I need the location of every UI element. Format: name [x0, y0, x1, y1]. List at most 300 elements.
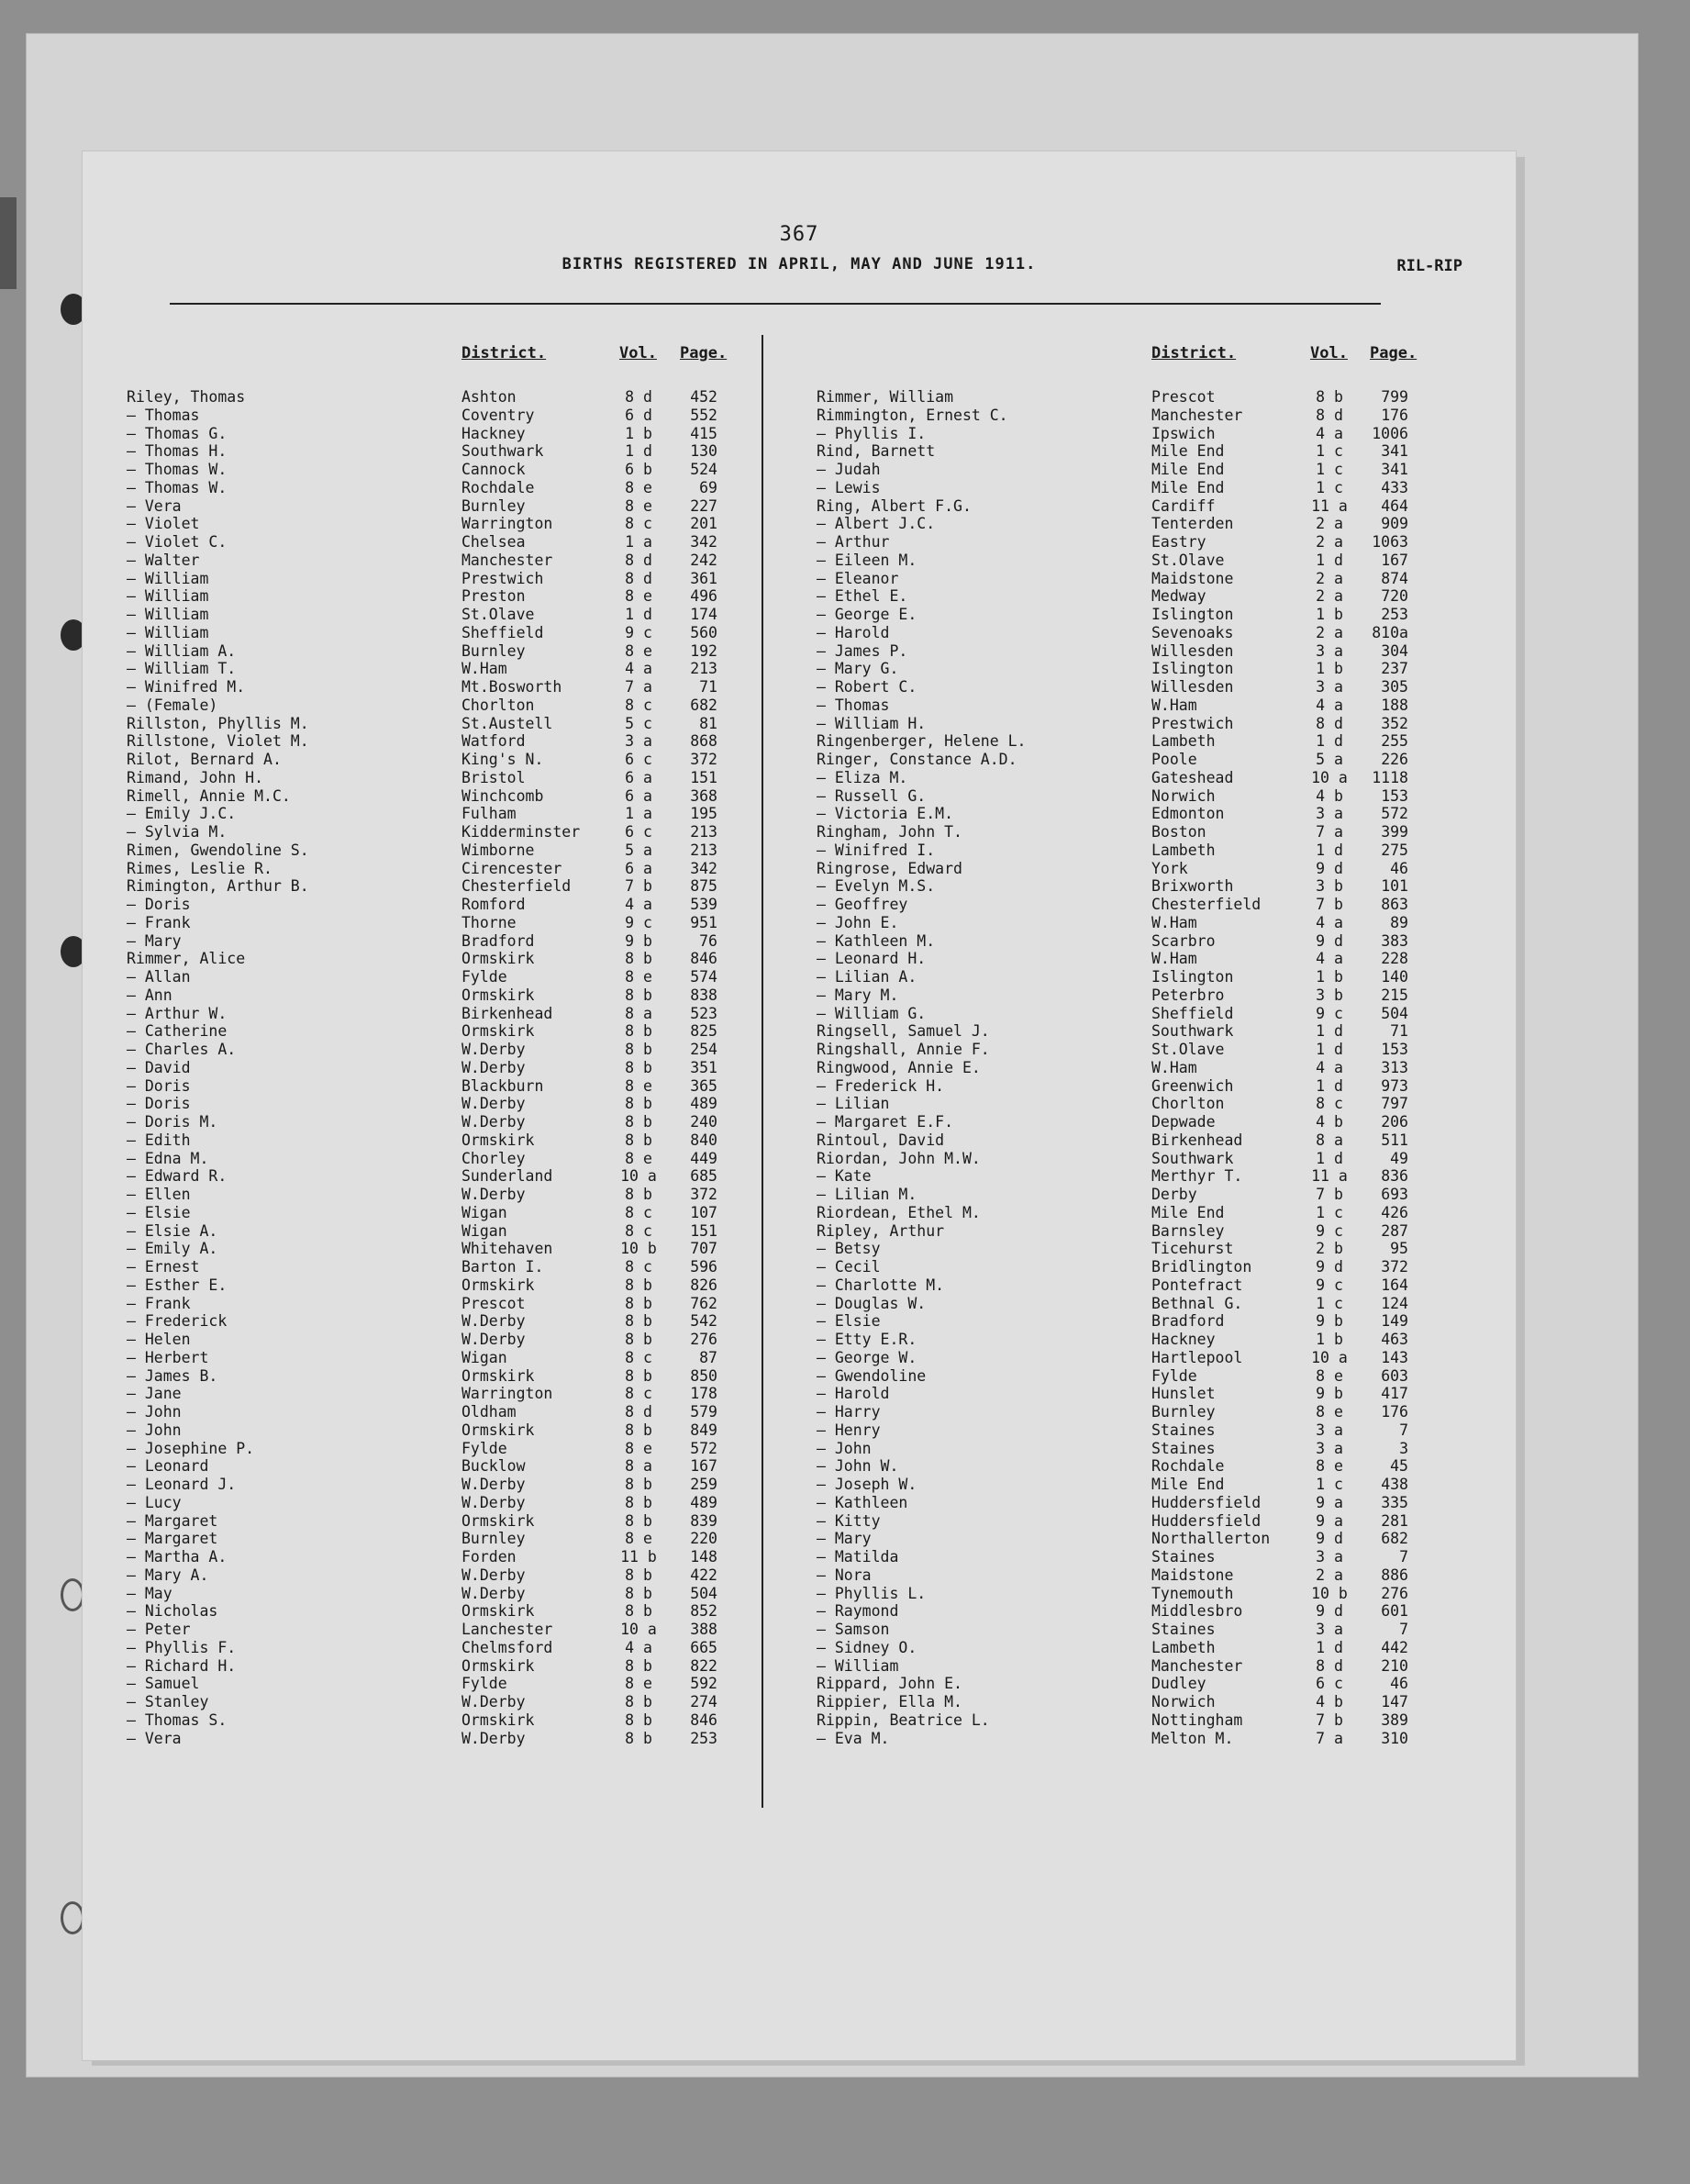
entry-name: — James P.: [817, 641, 908, 660]
entry-district: Mt.Bosworth: [461, 678, 562, 696]
entry-page: 228: [1381, 950, 1408, 968]
entry-page: 227: [690, 496, 717, 515]
entry-page: 603: [1381, 1366, 1408, 1385]
entry-district: Fylde: [461, 968, 507, 986]
entry-district: Forden: [461, 1548, 517, 1566]
entry-volume: 4 a: [1316, 950, 1343, 968]
entry-district: Lambeth: [1151, 1638, 1216, 1656]
entry-name: — Sidney O.: [817, 1638, 917, 1656]
entry-name: — John: [127, 1421, 182, 1439]
entry-district: Manchester: [1151, 406, 1243, 424]
entry-page: 46: [1390, 1675, 1408, 1693]
entry-page: 560: [690, 623, 717, 641]
entry-name: Ringham, John T.: [817, 823, 962, 841]
entry-name: Riordan, John M.W.: [817, 1149, 981, 1167]
entry-name: Rimington, Arthur B.: [127, 877, 309, 896]
entry-volume: 1 d: [1316, 841, 1343, 859]
entry-name: — James B.: [127, 1366, 218, 1385]
entry-district: W.Derby: [461, 1584, 526, 1602]
entry-page: 840: [690, 1131, 717, 1149]
entry-name: — Elsie: [817, 1312, 881, 1331]
entry-page: 596: [690, 1258, 717, 1276]
entry-district: Hunslet: [1151, 1385, 1216, 1403]
entry-name: — Emily J.C.: [127, 805, 237, 823]
entry-page: 388: [690, 1621, 717, 1638]
punch-hole: [61, 1901, 84, 1934]
entry-volume: 9 c: [1316, 1004, 1343, 1022]
entry-volume: 6 b: [625, 461, 652, 478]
entry-district: St.Olave: [1151, 551, 1225, 569]
entry-page: 707: [690, 1240, 717, 1258]
entry-name: — Edith: [127, 1131, 191, 1149]
entry-district: W.Derby: [461, 1729, 526, 1747]
entry-page: 539: [690, 896, 717, 913]
entry-volume: 2 a: [1316, 515, 1343, 533]
entry-name: — Violet C.: [127, 533, 228, 551]
entry-page: 310: [1381, 1729, 1408, 1747]
entry-page: 342: [690, 533, 717, 551]
entry-district: Ormskirk: [461, 1656, 535, 1675]
entry-volume: 8 b: [625, 1131, 652, 1149]
entry-name: — Frank: [127, 913, 191, 931]
entry-volume: 9 b: [1316, 1312, 1343, 1331]
entry-name: Ringwood, Annie E.: [817, 1058, 981, 1076]
entry-district: Islington: [1151, 968, 1234, 986]
entry-name: — Eileen M.: [817, 551, 917, 569]
entry-district: Mile End: [1151, 478, 1225, 496]
entry-district: Ormskirk: [461, 1602, 535, 1621]
entry-volume: 10 b: [1311, 1584, 1348, 1602]
entry-district: Preston: [461, 587, 526, 606]
entry-name: — (Female): [127, 696, 218, 714]
entry-page: 850: [690, 1366, 717, 1385]
entry-volume: 8 b: [625, 1511, 652, 1530]
entry-volume: 4 b: [1316, 786, 1343, 805]
entry-volume: 3 b: [1316, 986, 1343, 1004]
entry-name: — Edward R.: [127, 1167, 228, 1186]
entry-volume: 4 a: [1316, 913, 1343, 931]
entry-name: — Samuel: [127, 1675, 200, 1693]
entry-volume: 9 d: [1316, 1530, 1343, 1548]
entry-volume: 8 b: [625, 1366, 652, 1385]
index-range: RIL-RIP: [1396, 257, 1462, 275]
entry-district: W.Ham: [1151, 950, 1197, 968]
entry-district: Prescot: [1151, 388, 1216, 406]
entry-name: — Winifred I.: [817, 841, 936, 859]
entry-page: 799: [1381, 388, 1408, 406]
entry-page: 504: [1381, 1004, 1408, 1022]
entry-page: 167: [1381, 551, 1408, 569]
entry-volume: 8 b: [625, 1294, 652, 1312]
entry-volume: 6 a: [625, 768, 652, 786]
entry-page: 511: [1381, 1131, 1408, 1149]
entry-district: Huddersfield: [1151, 1493, 1262, 1511]
entry-district: Boston: [1151, 823, 1206, 841]
entry-page: 682: [690, 696, 717, 714]
entry-page: 383: [1381, 931, 1408, 950]
entry-page: 341: [1381, 461, 1408, 478]
entry-district: Warrington: [461, 1385, 553, 1403]
entry-volume: 3 b: [1316, 877, 1343, 896]
entry-page: 46: [1390, 859, 1408, 877]
entry-name: — Ann: [127, 986, 172, 1004]
entry-name: — Eva M.: [817, 1729, 890, 1747]
entry-page: 95: [1390, 1240, 1408, 1258]
entry-name: — William T.: [127, 660, 237, 678]
entry-volume: 5 a: [1316, 751, 1343, 768]
entry-volume: 1 d: [1316, 1076, 1343, 1095]
entry-page: 720: [1381, 587, 1408, 606]
entry-name: — Richard H.: [127, 1656, 237, 1675]
entry-volume: 8 b: [625, 1493, 652, 1511]
entry-district: Poole: [1151, 751, 1197, 768]
entry-page: 87: [699, 1348, 717, 1366]
entry-page: 49: [1390, 1149, 1408, 1167]
entry-name: — Victoria E.M.: [817, 805, 954, 823]
entry-name: — Allan: [127, 968, 191, 986]
entry-volume: 8 d: [1316, 714, 1343, 732]
entry-district: Fylde: [461, 1439, 507, 1457]
entry-district: Oldham: [461, 1403, 517, 1421]
entry-page: 399: [1381, 823, 1408, 841]
entry-page: 167: [690, 1457, 717, 1476]
entry-name: — Lilian A.: [817, 968, 917, 986]
entry-name: — Elsie: [127, 1203, 191, 1221]
entry-name: — Violet: [127, 515, 200, 533]
entry-volume: 9 c: [625, 623, 652, 641]
entry-name: — May: [127, 1584, 172, 1602]
entry-district: W.Derby: [461, 1566, 526, 1584]
entry-page: 188: [1381, 696, 1408, 714]
register-page: [83, 151, 1516, 2060]
entry-name: — Elsie A.: [127, 1221, 218, 1240]
entry-page: 542: [690, 1312, 717, 1331]
entry-page: 275: [1381, 841, 1408, 859]
entry-page: 838: [690, 986, 717, 1004]
entry-district: Eastry: [1151, 533, 1206, 551]
entry-volume: 1 d: [1316, 732, 1343, 751]
entry-volume: 8 b: [625, 986, 652, 1004]
entry-name: — Doris: [127, 1076, 191, 1095]
entry-name: — Thomas: [817, 696, 890, 714]
entry-volume: 7 a: [1316, 823, 1343, 841]
entry-name: — Doris: [127, 1095, 191, 1113]
entry-volume: 6 c: [625, 823, 652, 841]
entry-district: Wigan: [461, 1203, 507, 1221]
entry-district: Northallerton: [1151, 1530, 1271, 1548]
entry-volume: 2 a: [1316, 1566, 1343, 1584]
entry-name: Rimell, Annie M.C.: [127, 786, 291, 805]
entry-page: 143: [1381, 1348, 1408, 1366]
entry-page: 240: [690, 1113, 717, 1131]
entry-volume: 1 d: [625, 606, 652, 623]
entry-district: W.Derby: [461, 1095, 526, 1113]
entry-district: W.Ham: [1151, 1058, 1197, 1076]
entry-page: 489: [690, 1493, 717, 1511]
entry-page: 71: [1390, 1022, 1408, 1041]
entry-district: Southwark: [461, 442, 544, 461]
entry-page: 875: [690, 877, 717, 896]
entry-volume: 10 b: [620, 1240, 657, 1258]
entry-page: 276: [690, 1331, 717, 1348]
entry-name: — Harold: [817, 1385, 890, 1403]
entry-page: 1063: [1372, 533, 1408, 551]
entry-name: — Harold: [817, 623, 890, 641]
entry-volume: 2 a: [1316, 587, 1343, 606]
entry-district: Sunderland: [461, 1167, 553, 1186]
entry-page: 101: [1381, 877, 1408, 896]
entry-name: — Vera: [127, 496, 182, 515]
entry-name: — William G.: [817, 1004, 927, 1022]
entry-name: Rippier, Ella M.: [817, 1693, 962, 1710]
entry-page: 797: [1381, 1095, 1408, 1113]
entry-volume: 8 b: [625, 1602, 652, 1621]
entry-district: Cardiff: [1151, 496, 1216, 515]
entry-page: 148: [690, 1548, 717, 1566]
entry-name: — Charles A.: [127, 1041, 237, 1058]
entry-page: 909: [1381, 515, 1408, 533]
entry-volume: 1 a: [625, 805, 652, 823]
entry-page: 489: [690, 1095, 717, 1113]
entry-volume: 3 a: [1316, 1421, 1343, 1439]
entry-district: Chesterfield: [1151, 896, 1262, 913]
entry-page: 572: [1381, 805, 1408, 823]
entry-volume: 1 b: [1316, 606, 1343, 623]
entry-volume: 8 d: [625, 1403, 652, 1421]
entry-district: Prescot: [461, 1294, 526, 1312]
entry-page: 3: [1399, 1439, 1408, 1457]
entry-name: Ringenberger, Helene L.: [817, 732, 1027, 751]
entry-volume: 8 b: [1316, 388, 1343, 406]
entry-page: 259: [690, 1476, 717, 1493]
entry-page: 422: [690, 1566, 717, 1584]
entry-page: 496: [690, 587, 717, 606]
entry-district: Brixworth: [1151, 877, 1234, 896]
entry-page: 951: [690, 913, 717, 931]
entry-page: 868: [690, 732, 717, 751]
entry-name: — William: [127, 606, 209, 623]
punch-hole: [61, 1578, 84, 1611]
entry-district: Ormskirk: [461, 1366, 535, 1385]
entry-volume: 2 b: [1316, 1240, 1343, 1258]
entry-volume: 8 e: [625, 478, 652, 496]
entry-name: — Judah: [817, 461, 881, 478]
entry-volume: 1 b: [1316, 660, 1343, 678]
entry-name: — George E.: [817, 606, 917, 623]
entry-name: — William: [127, 587, 209, 606]
entry-district: Bethnal G.: [1151, 1294, 1243, 1312]
entry-district: Sevenoaks: [1151, 623, 1234, 641]
entry-volume: 8 b: [625, 1566, 652, 1584]
entry-page: 886: [1381, 1566, 1408, 1584]
entry-district: Ormskirk: [461, 950, 535, 968]
entry-page: 274: [690, 1693, 717, 1710]
entry-name: — Winifred M.: [127, 678, 246, 696]
entry-district: Romford: [461, 896, 526, 913]
entry-page: 351: [690, 1058, 717, 1076]
entry-name: — Mary: [817, 1530, 872, 1548]
entry-district: Norwich: [1151, 1693, 1216, 1710]
entry-district: Merthyr T.: [1151, 1167, 1243, 1186]
entry-volume: 8 b: [625, 1041, 652, 1058]
entry-district: Ormskirk: [461, 1276, 535, 1294]
entry-district: Chorlton: [1151, 1095, 1225, 1113]
entry-page: 822: [690, 1656, 717, 1675]
page-heading: BIRTHS REGISTERED IN APRIL, MAY AND JUNE 1911.: [561, 255, 1037, 273]
entry-page: 76: [699, 931, 717, 950]
entry-district: W.Derby: [461, 1476, 526, 1493]
entry-district: Middlesbro: [1151, 1602, 1243, 1621]
entry-volume: 1 c: [1316, 442, 1343, 461]
entry-name: — Frederick: [127, 1312, 228, 1331]
entry-name: — Thomas G.: [127, 424, 228, 442]
entry-page: 153: [1381, 1041, 1408, 1058]
entry-name: Ripley, Arthur: [817, 1221, 945, 1240]
entry-page: 45: [1390, 1457, 1408, 1476]
entry-page: 255: [1381, 732, 1408, 751]
entry-volume: 7 a: [1316, 1729, 1343, 1747]
entry-district: Fylde: [461, 1675, 507, 1693]
entry-volume: 8 e: [625, 968, 652, 986]
entry-page: 846: [690, 950, 717, 968]
entry-page: 463: [1381, 1331, 1408, 1348]
entry-district: Ipswich: [1151, 424, 1216, 442]
entry-volume: 5 c: [625, 714, 652, 732]
entry-volume: 1 c: [1316, 1294, 1343, 1312]
entry-district: Norwich: [1151, 786, 1216, 805]
entry-page: 201: [690, 515, 717, 533]
entry-name: — Betsy: [817, 1240, 881, 1258]
entry-name: Rimand, John H.: [127, 768, 264, 786]
entry-name: — Geoffrey: [817, 896, 908, 913]
entry-volume: 6 c: [1316, 1675, 1343, 1693]
entry-volume: 10 a: [620, 1621, 657, 1638]
entry-volume: 2 a: [1316, 623, 1343, 641]
entry-page: 237: [1381, 660, 1408, 678]
entry-volume: 3 a: [1316, 1621, 1343, 1638]
entry-volume: 8 d: [1316, 1656, 1343, 1675]
entry-page: 372: [690, 1186, 717, 1203]
entry-name: — Lucy: [127, 1493, 182, 1511]
entry-name: — Raymond: [817, 1602, 899, 1621]
entry-volume: 10 a: [1311, 1348, 1348, 1366]
entry-volume: 8 b: [625, 1058, 652, 1076]
entry-volume: 8 b: [625, 1312, 652, 1331]
entry-district: Staines: [1151, 1548, 1216, 1566]
vol-header: Vol.: [619, 344, 657, 362]
entry-district: Burnley: [461, 496, 526, 515]
entry-volume: 8 b: [625, 1022, 652, 1041]
entry-page: 442: [1381, 1638, 1408, 1656]
entry-name: — Kate: [817, 1167, 872, 1186]
entry-page: 352: [1381, 714, 1408, 732]
entry-volume: 8 d: [1316, 406, 1343, 424]
entry-volume: 1 d: [1316, 1022, 1343, 1041]
entry-district: W.Derby: [461, 1113, 526, 1131]
entry-volume: 4 b: [1316, 1693, 1343, 1710]
entry-page: 305: [1381, 678, 1408, 696]
entry-name: — Phyllis L.: [817, 1584, 927, 1602]
entry-page: 253: [1381, 606, 1408, 623]
entry-page: 762: [690, 1294, 717, 1312]
entry-page: 552: [690, 406, 717, 424]
entry-volume: 8 d: [625, 569, 652, 587]
entry-name: Rillston, Phyllis M.: [127, 714, 309, 732]
entry-district: Sheffield: [461, 623, 544, 641]
entry-name: — Eleanor: [817, 569, 899, 587]
entry-page: 342: [690, 859, 717, 877]
entry-page: 579: [690, 1403, 717, 1421]
entry-name: Rimmer, Alice: [127, 950, 246, 968]
entry-name: — Evelyn M.S.: [817, 877, 936, 896]
entry-name: — Ernest: [127, 1258, 200, 1276]
entry-district: Greenwich: [1151, 1076, 1234, 1095]
entry-name: — Thomas S.: [127, 1710, 228, 1729]
entry-name: — Robert C.: [817, 678, 917, 696]
entry-volume: 3 a: [1316, 805, 1343, 823]
entry-district: Ticehurst: [1151, 1240, 1234, 1258]
entry-district: Willesden: [1151, 678, 1234, 696]
entry-district: Ormskirk: [461, 1022, 535, 1041]
entry-page: 287: [1381, 1221, 1408, 1240]
entry-name: — John E.: [817, 913, 899, 931]
entry-volume: 4 a: [1316, 1058, 1343, 1076]
entry-page: 254: [690, 1041, 717, 1058]
entry-district: Edmonton: [1151, 805, 1225, 823]
entry-district: Ormskirk: [461, 986, 535, 1004]
entry-name: — Etty E.R.: [817, 1331, 917, 1348]
entry-page: 304: [1381, 641, 1408, 660]
entry-page: 452: [690, 388, 717, 406]
entry-page: 176: [1381, 1403, 1408, 1421]
entry-district: Birkenhead: [461, 1004, 553, 1022]
entry-page: 836: [1381, 1167, 1408, 1186]
entry-name: — Helen: [127, 1331, 191, 1348]
entry-name: — Frederick H.: [817, 1076, 945, 1095]
entry-name: — Lilian M.: [817, 1186, 917, 1203]
entry-volume: 8 c: [625, 1221, 652, 1240]
entry-district: Chorlton: [461, 696, 535, 714]
entry-name: — Doris M.: [127, 1113, 218, 1131]
entry-volume: 9 a: [1316, 1493, 1343, 1511]
entry-name: — Samson: [817, 1621, 890, 1638]
entry-name: — Thomas W.: [127, 461, 228, 478]
entry-district: Ormskirk: [461, 1421, 535, 1439]
entry-district: W.Derby: [461, 1312, 526, 1331]
entry-page: 313: [1381, 1058, 1408, 1076]
entry-district: King's N.: [461, 751, 544, 768]
entry-page: 253: [690, 1729, 717, 1747]
entry-district: W.Ham: [1151, 696, 1197, 714]
entry-page: 174: [690, 606, 717, 623]
entry-district: Melton M.: [1151, 1729, 1234, 1747]
entry-page: 213: [690, 823, 717, 841]
entry-district: Manchester: [1151, 1656, 1243, 1675]
entry-name: — William H.: [817, 714, 927, 732]
entry-name: — William: [127, 623, 209, 641]
entry-district: Staines: [1151, 1439, 1216, 1457]
entry-volume: 6 a: [625, 786, 652, 805]
entry-page: 825: [690, 1022, 717, 1041]
entry-name: — Doris: [127, 896, 191, 913]
entry-volume: 9 c: [1316, 1221, 1343, 1240]
entry-district: Chorley: [461, 1149, 526, 1167]
entry-page: 69: [699, 478, 717, 496]
entry-name: — Albert J.C.: [817, 515, 936, 533]
entry-page: 665: [690, 1638, 717, 1656]
heading-rule: [170, 303, 1381, 305]
entry-name: — Phyllis I.: [817, 424, 927, 442]
